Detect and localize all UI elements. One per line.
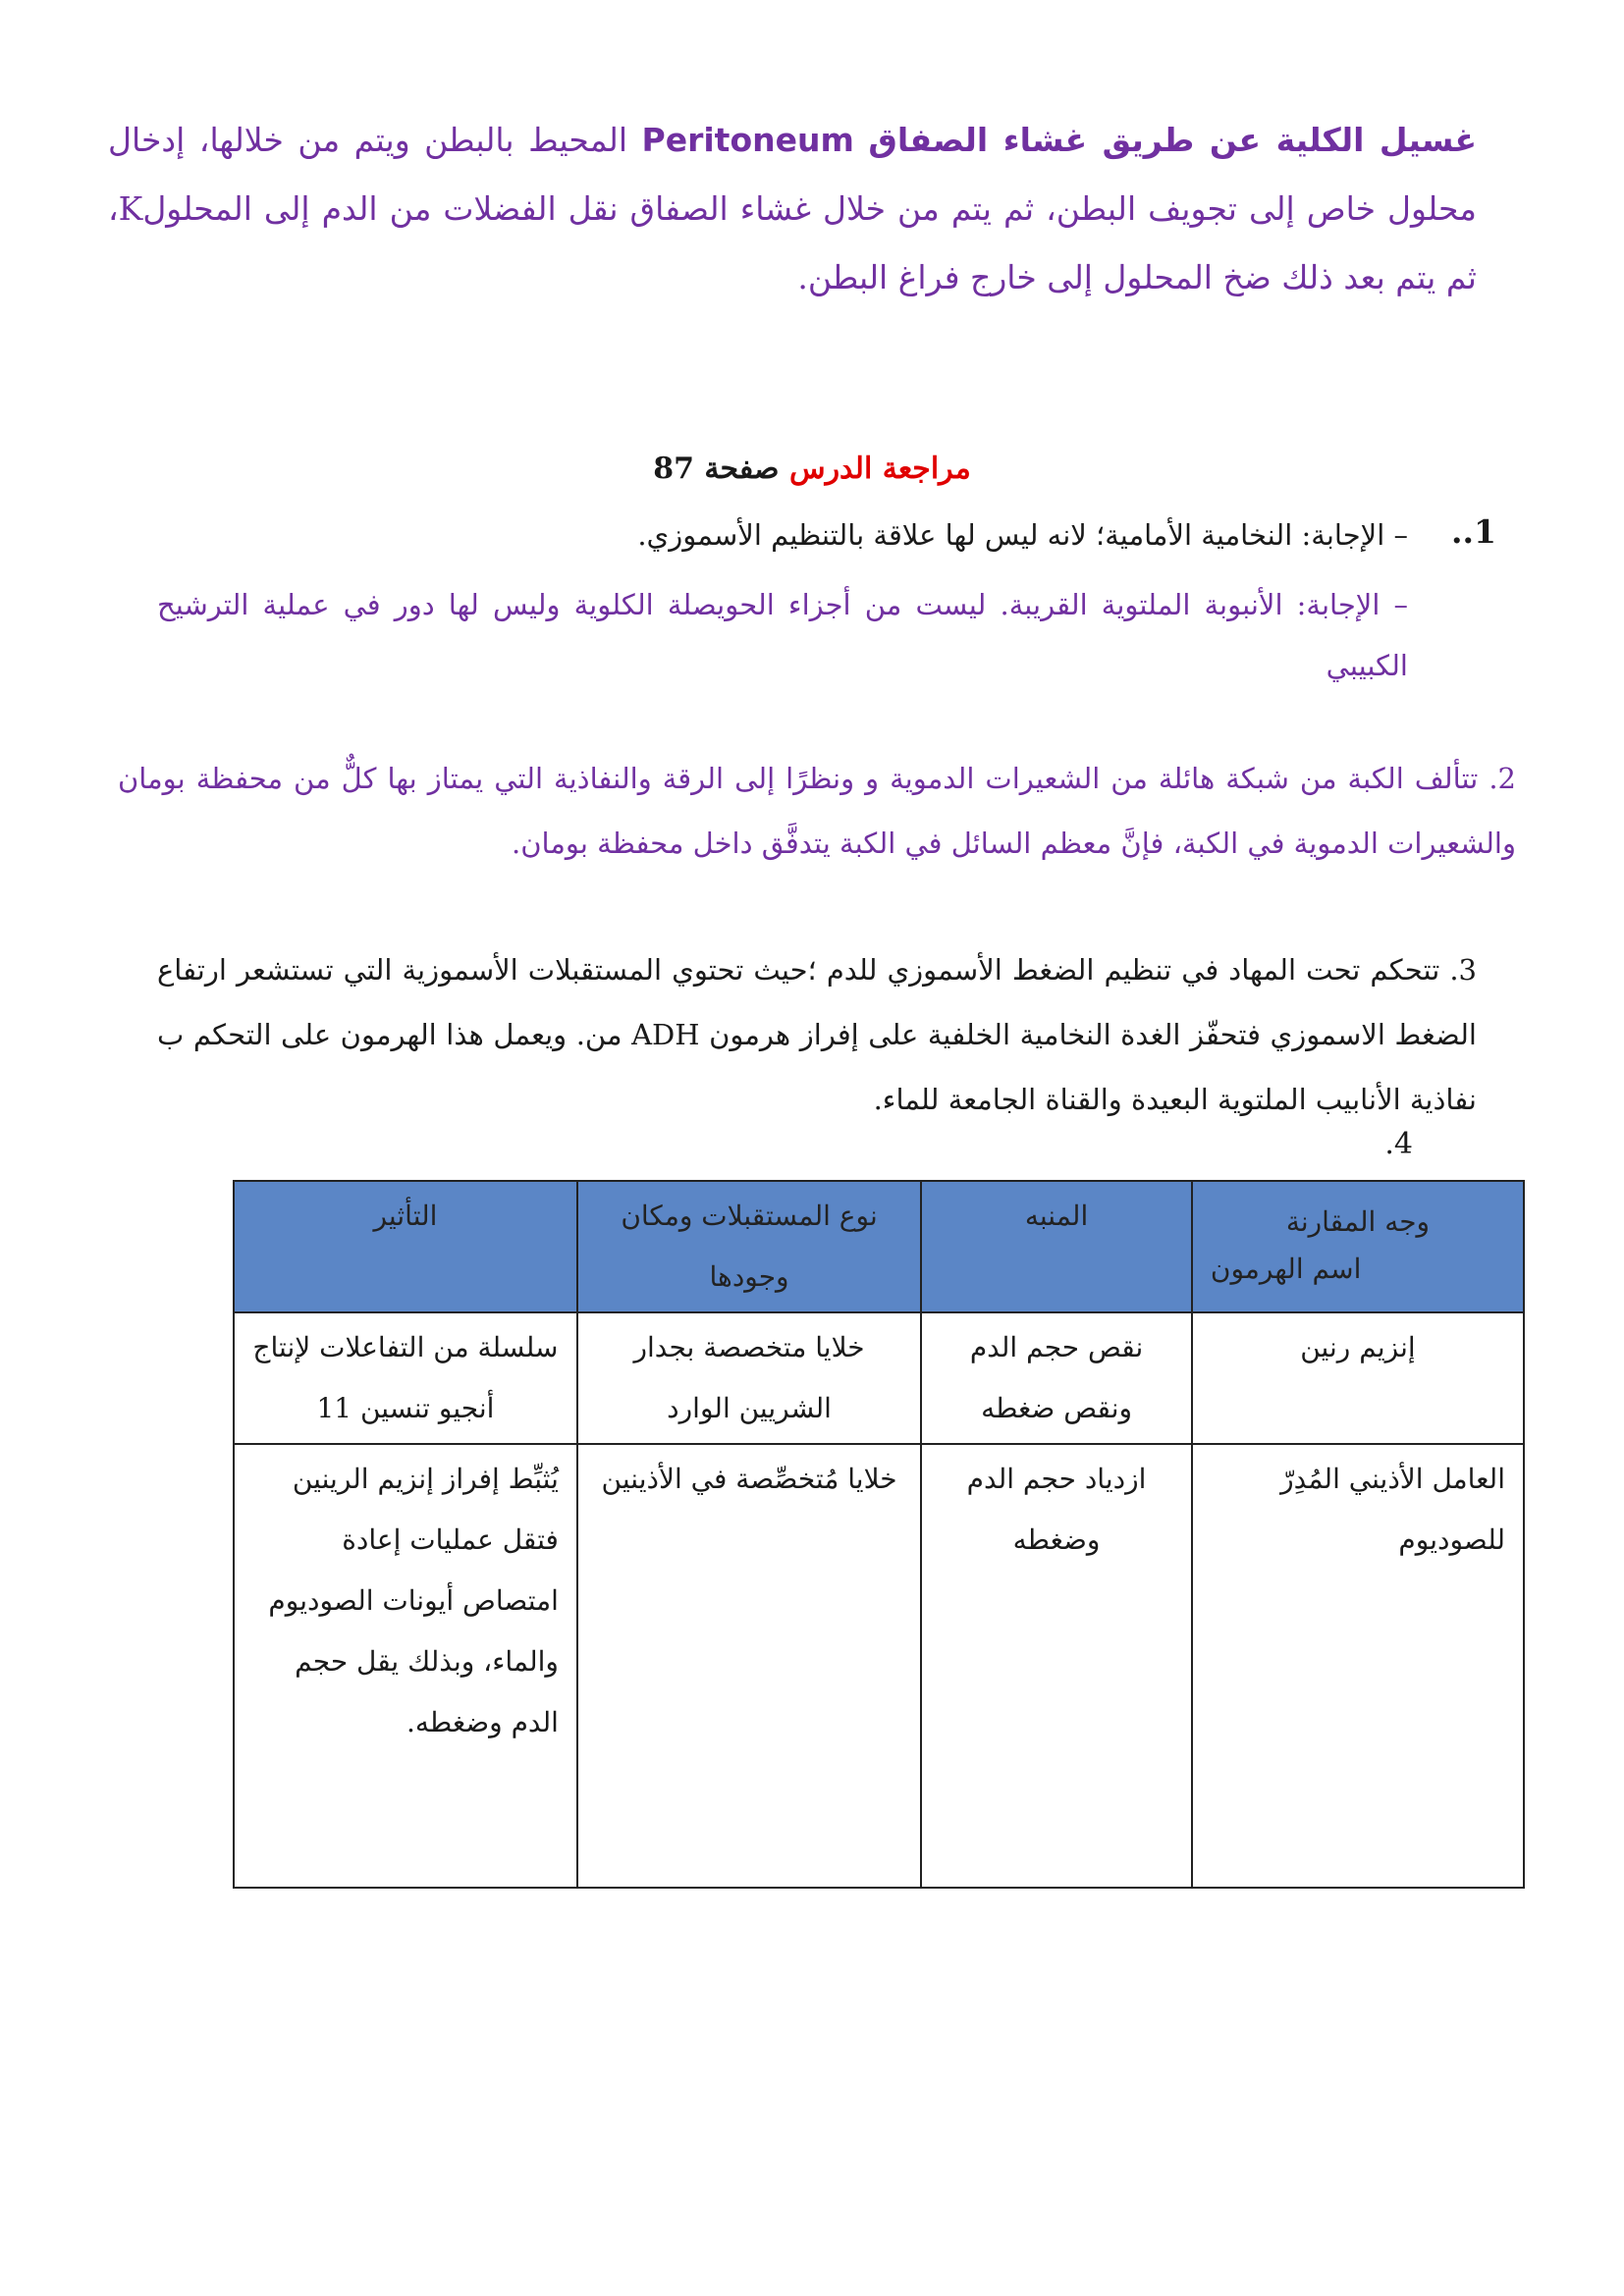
question-1-answer-1: – الإجابة: النخامية الأمامية؛ لانه ليس لها علاقة بالتنظيم الأسموزي. bbox=[637, 518, 1408, 552]
review-heading-red: مراجعة الدرس bbox=[788, 452, 971, 486]
table-row bbox=[234, 1444, 1524, 1888]
question-1-answer-2: – الإجابة: الأنبوبة الملتوية القريبة. ليست من أجزاء الحويصلة الكلوية وليس لها دور في عملية الترشيح الكبيبي bbox=[157, 588, 1408, 682]
intro-bold-term: Peritoneum bbox=[641, 121, 854, 159]
header-effect: التأثير bbox=[234, 1181, 577, 1312]
intro-bold-lead: غسيل الكلية عن طريق غشاء الصفاق bbox=[868, 121, 1477, 159]
row2-stimulus: ازدياد حجم الدم وضغطه bbox=[921, 1444, 1192, 1888]
row1-effect: سلسلة من التفاعلات لإنتاج أنجيو تنسين 11 bbox=[234, 1312, 577, 1444]
header-receptors: نوع المستقبلات ومكان وجودها bbox=[577, 1181, 921, 1312]
intro-paragraph bbox=[108, 106, 1477, 312]
question-2-text: 2. تتألف الكبة من شبكة هائلة من الشعيرات الدموية و ونظرًا إلى الرقة والنفاذية التي يمتاز بها كلٌّ من محفظة بومان والشعيرات الدموية في الكبة، فإنَّ معظم السائل في الكبة يتدفَّق داخل محفظة بومان. bbox=[118, 762, 1516, 860]
question-4-number: 4. bbox=[1384, 1127, 1413, 1161]
header-hormone-name: اسم الهرمون bbox=[1210, 1253, 1362, 1285]
row2-receptors: خلايا مُتخصِّصة في الأذينين bbox=[577, 1444, 921, 1888]
table-row bbox=[234, 1312, 1524, 1444]
row1-receptors: خلايا متخصصة بجدار الشريين الوارد bbox=[577, 1312, 921, 1444]
table-header-row bbox=[234, 1181, 1524, 1312]
header-stimulus: المنبه bbox=[921, 1181, 1192, 1312]
intro-line2: محلول خاص إلى تجويف البطن، ثم يتم من خلال غشاء الصفاق نقل الفضلات من الدم إلى bbox=[263, 189, 1477, 228]
header-corner-cell bbox=[1192, 1181, 1524, 1312]
question-1-number: 1.. bbox=[1451, 512, 1496, 551]
review-heading-page: صفحة 87 bbox=[653, 452, 780, 486]
row2-effect: يُثبِّط إفراز إنزيم الرينين فتقل عمليات إعادة امتصاص أيونات الصوديوم والماء، وبذلك يقل حجم الدم وضغطه. bbox=[234, 1444, 577, 1888]
row1-hormone: إنزيم رنين bbox=[1192, 1312, 1524, 1444]
row1-stimulus: نقص حجم الدم ونقص ضغطه bbox=[921, 1312, 1192, 1444]
header-comparison-aspect: وجه المقارنة bbox=[1285, 1205, 1431, 1238]
intro-line1-rest: المحيط بالبطن ويتم من خلالها، إدخال bbox=[108, 121, 628, 159]
row2-hormone: العامل الأذيني المُدِرّ للصوديوم bbox=[1192, 1444, 1524, 1888]
comparison-table bbox=[233, 1180, 1525, 1889]
intro-line3: المحلولK، ثم يتم بعد ذلك ضخ المحلول إلى خارج فراغ البطن. bbox=[108, 189, 1477, 296]
question-3-text: 3. تتحكم تحت المهاد في تنظيم الضغط الأسموزي للدم ؛حيث تحتوي المستقبلات الأسموزية التي تستشعر ارتفاع الضغط الاسموزي فتحفّز الغدة النخامية الخلفية على إفراز هرمون ADH من. ويعمل هذا الهرمون على التحكم ب نفاذية الأنابيب الملتوية البعيدة والقناة الجامعة للماء. bbox=[157, 953, 1477, 1116]
review-heading bbox=[0, 452, 1624, 486]
